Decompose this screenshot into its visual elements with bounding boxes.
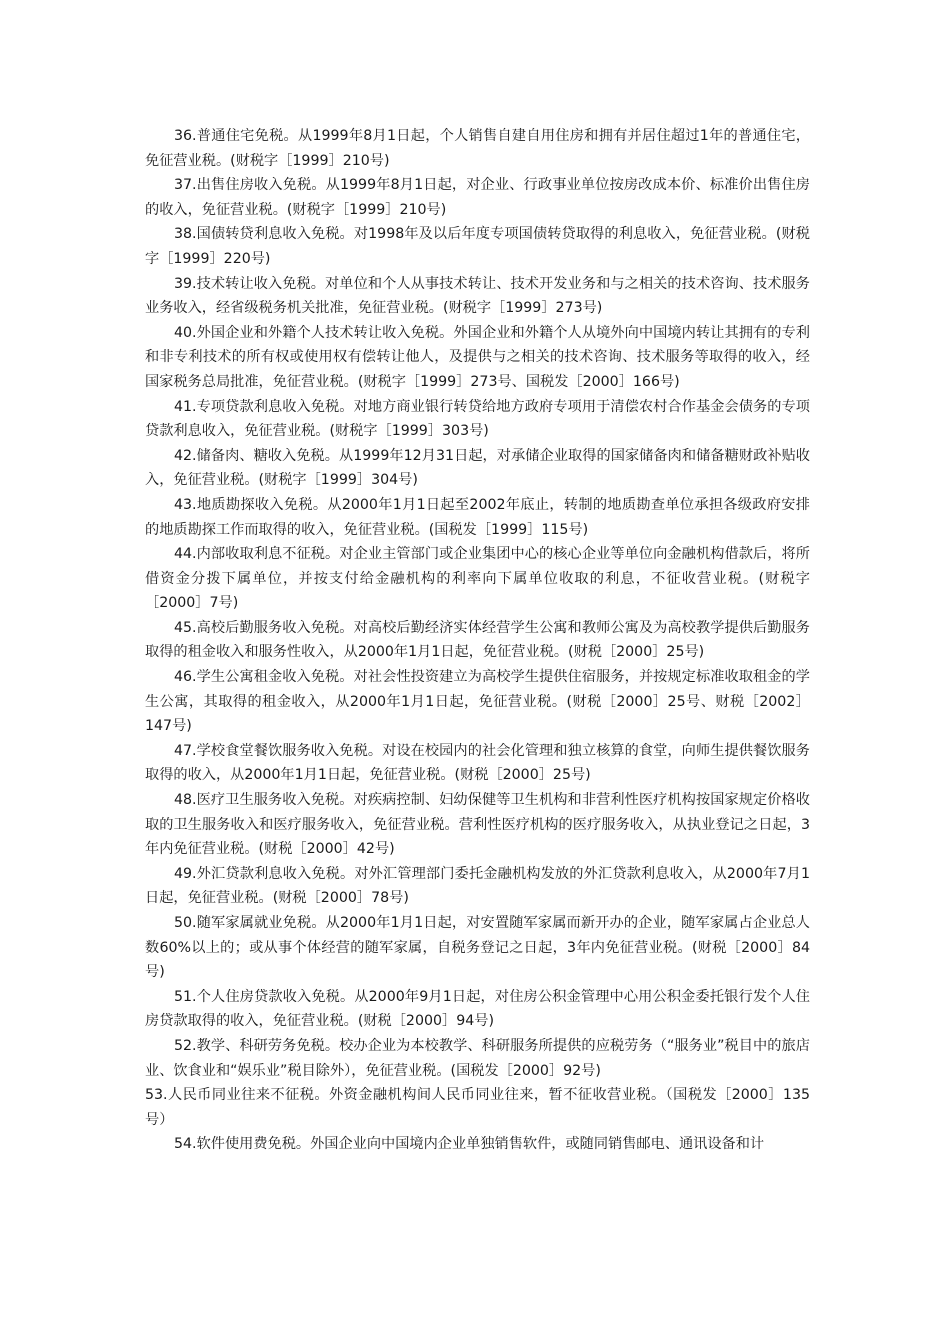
paragraph-47: 47.学校食堂餐饮服务收入免税。对设在校园内的社会化管理和独立核算的食堂，向师生提供餐饮服务取得的收入，从2000年1月1日起，免征营业税。(财税［2000］25号) bbox=[145, 742, 810, 784]
paragraph-37: 37.出售住房收入免税。从1999年8月1日起，对企业、行政事业单位按房改成本价、标准价出售住房的收入，免征营业税。(财税字［1999］210号) bbox=[145, 177, 810, 218]
paragraph-45: 45.高校后勤服务收入免税。对高校后勤经济实体经营学生公寓和教师公寓及为高校教学提供后勤服务取得的租金收入和服务性收入，从2000年1月1日起，免征营业税。(财税［2000］25号) bbox=[145, 619, 810, 661]
paragraph-49: 49.外汇贷款利息收入免税。对外汇管理部门委托金融机构发放的外汇贷款利息收入，从2000年7月1日起，免征营业税。(财税［2000］78号) bbox=[145, 865, 810, 907]
paragraph-36: 36.普通住宅免税。从1999年8月1日起，个人销售自建自用住房和拥有并居住超过1年的普通住宅，免征营业税。(财税字［1999］210号) bbox=[145, 128, 810, 169]
paragraph-48: 48.医疗卫生服务收入免税。对疾病控制、妇幼保健等卫生机构和非营利性医疗机构按国家规定价格收取的卫生服务收入和医疗服务收入，免征营业税。营利性医疗机构的医疗服务收入，从执业登记之日起，3年内免征营业税。(财税［2000］42号) bbox=[145, 792, 810, 858]
paragraph-50: 50.随军家属就业免税。从2000年1月1日起，对安置随军家属而新开办的企业，随军家属占企业总人数60%以上的；或从事个体经营的随军家属，自税务登记之日起，3年内免征营业税。(财税［2000］84号) bbox=[145, 915, 810, 981]
paragraph-52: 52.教学、科研劳务免税。校办企业为本校教学、科研服务所提供的应税劳务（“服务业”税目中的旅店业、饮食业和“娱乐业”税目除外），免征营业税。(国税发［2000］92号) bbox=[145, 1037, 810, 1079]
paragraph-39: 39.技术转让收入免税。对单位和个人从事技术转让、技术开发业务和与之相关的技术咨询、技术服务业务收入，经省级税务机关批准，免征营业税。(财税字［1999］273号) bbox=[145, 275, 810, 317]
paragraph-41: 41.专项贷款利息收入免税。对地方商业银行转贷给地方政府专项用于清偿农村合作基金会债务的专项贷款利息收入，免征营业税。(财税字［1999］303号) bbox=[145, 398, 810, 440]
paragraph-43: 43.地质勘探收入免税。从2000年1月1日起至2002年底止，转制的地质勘查单位承担各级政府安排的地质勘探工作而取得的收入，免征营业税。(国税发［1999］115号) bbox=[145, 496, 810, 538]
paragraph-40: 40.外国企业和外籍个人技术转让收入免税。外国企业和外籍个人从境外向中国境内转让其拥有的专利和非专利技术的所有权或使用权有偿转让他人，及提供与之相关的技术咨询、技术服务等取得的收入，经国家税务总局批准，免征营业税。(财税字［1999］273号、国税发［2000］166号) bbox=[145, 324, 810, 390]
paragraph-46: 46.学生公寓租金收入免税。对社会性投资建立为高校学生提供住宿服务，并按规定标准收取租金的学生公寓，其取得的租金收入，从2000年1月1日起，免征营业税。(财税［2000］25号、财税［2002］147号) bbox=[145, 669, 810, 735]
paragraph-38: 38.国债转贷利息收入免税。对1998年及以后年度专项国债转贷取得的利息收入，免征营业税。(财税字［1999］220号) bbox=[145, 226, 810, 267]
paragraph-42: 42.储备肉、糖收入免税。从1999年12月31日起，对承储企业取得的国家储备肉和储备糖财政补贴收入，免征营业税。(财税字［1999］304号) bbox=[145, 447, 810, 489]
paragraph-51: 51.个人住房贷款收入免税。从2000年9月1日起，对住房公积金管理中心用公积金委托银行发个人住房贷款取得的收入，免征营业税。(财税［2000］94号) bbox=[145, 988, 810, 1030]
paragraph-54: 54.软件使用费免税。外国企业向中国境内企业单独销售软件，或随同销售邮电、通讯设备和计 bbox=[174, 1136, 765, 1153]
paragraph-53: 53.人民币同业往来不征税。外资金融机构间人民币同业往来，暂不征收营业税。（国税发［2000］135号） bbox=[145, 1087, 810, 1128]
paragraph-44: 44.内部收取利息不征税。对企业主管部门或企业集团中心的核心企业等单位向金融机构借款后，将所借资金分拨下属单位，并按支付给金融机构的利率向下属单位收取的利息，不征收营业税。(财税字［2000］7号) bbox=[145, 546, 810, 612]
document-body bbox=[145, 124, 810, 1157]
